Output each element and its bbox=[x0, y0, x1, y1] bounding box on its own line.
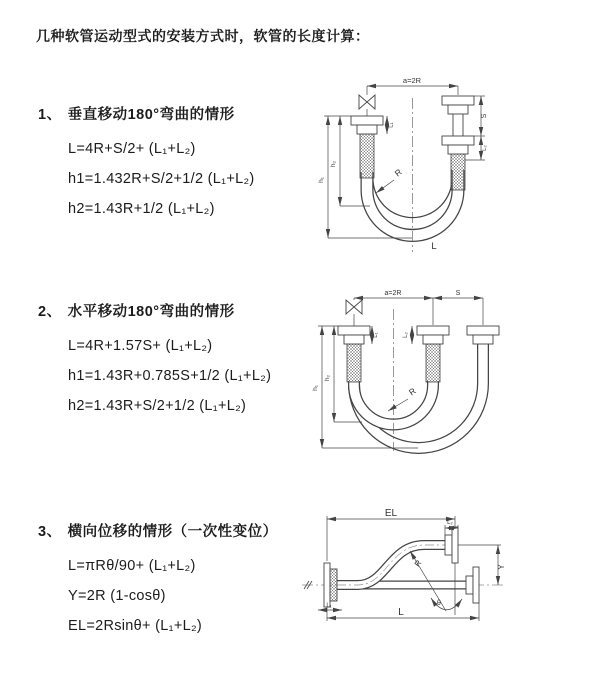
section-horizontal-movement bbox=[38, 300, 323, 421]
formula-length: L=4R+S/2+ (L₁+L₂) bbox=[68, 141, 196, 157]
dim-label-h1: h₁ bbox=[318, 177, 325, 183]
formula-y: Y=2R (1-cosθ) bbox=[68, 588, 166, 604]
dim-label-a2r: a=2R bbox=[384, 290, 402, 297]
section-heading-text: 水平移动180°弯曲的情形 bbox=[67, 304, 235, 320]
dim-label-l1: L₁ bbox=[326, 603, 332, 609]
section-number: 2、 bbox=[38, 304, 62, 320]
formula-list bbox=[68, 551, 323, 641]
section-heading-text: 横向位移的情形（一次性变位） bbox=[67, 524, 278, 540]
section-vertical-movement bbox=[38, 103, 323, 224]
dim-label-h2: h₂ bbox=[330, 160, 337, 168]
dim-label-l2: L₂ bbox=[482, 145, 488, 151]
flange-left bbox=[351, 116, 383, 134]
dim-label-l1: L₁ bbox=[373, 332, 379, 338]
angle-label: θ bbox=[437, 600, 441, 607]
formula-h2: h2=1.43R+1/2 (L₁+L₂) bbox=[68, 201, 215, 217]
diagram-horizontal-180-bend bbox=[312, 283, 590, 458]
flange-middle bbox=[417, 326, 449, 344]
dim-label-s: S bbox=[481, 113, 488, 119]
length-label: L bbox=[398, 607, 404, 618]
formula-el: EL=2Rsinθ+ (L₁+L₂) bbox=[68, 618, 203, 634]
dim-label-h1: h₁ bbox=[312, 385, 319, 391]
braid-section-middle bbox=[426, 344, 440, 382]
radius-label: R bbox=[412, 558, 424, 569]
length-label: L bbox=[431, 241, 437, 252]
braid-section-left bbox=[347, 344, 361, 382]
dim-label-l2: L₂ bbox=[403, 332, 409, 338]
formula-h2: h2=1.43R+S/2+1/2 (L₁+L₂) bbox=[68, 398, 247, 414]
braid-section-left bbox=[360, 134, 374, 178]
section-number: 1、 bbox=[38, 107, 62, 123]
flange-right-upper bbox=[442, 96, 474, 114]
page-title: 几种软管运动型式的安装方式时，软管的长度计算： bbox=[36, 28, 370, 44]
dim-label-a2r: a=2R bbox=[402, 76, 422, 85]
section-number: 3、 bbox=[38, 524, 62, 540]
flange-right-lower bbox=[442, 136, 474, 154]
dim-label-el: EL bbox=[384, 508, 398, 519]
flange-right bbox=[467, 326, 499, 344]
radius-label: R bbox=[392, 166, 404, 179]
valve-icon bbox=[359, 95, 375, 109]
hose-tube-displaced-position bbox=[337, 545, 451, 585]
pipe-right bbox=[453, 114, 463, 136]
section-heading-text: 垂直移动180°弯曲的情形 bbox=[67, 107, 235, 123]
section-lateral-displacement bbox=[38, 520, 323, 641]
section-heading bbox=[38, 520, 323, 541]
dim-label-y: Y bbox=[497, 564, 506, 570]
dim-label-l2: L₂ bbox=[447, 520, 453, 526]
section-heading bbox=[38, 300, 323, 321]
valve-icon bbox=[346, 300, 362, 314]
formula-list bbox=[68, 134, 323, 224]
braid-section-right bbox=[451, 154, 465, 190]
formula-length: L=4R+1.57S+ (L₁+L₂) bbox=[68, 338, 213, 354]
formula-h1: h1=1.432R+S/2+1/2 (L₁+L₂) bbox=[68, 171, 255, 187]
formula-list bbox=[68, 331, 323, 421]
flange-upper-right bbox=[445, 527, 458, 563]
dim-label-l1: L₁ bbox=[388, 122, 395, 128]
diagram-vertical-180-bend bbox=[312, 72, 590, 262]
flange-left bbox=[324, 563, 337, 607]
flange-left bbox=[338, 326, 370, 344]
dim-label-h2: h₂ bbox=[324, 374, 331, 382]
formula-h1: h1=1.43R+0.785S+1/2 (L₁+L₂) bbox=[68, 368, 272, 384]
flange-lower-right bbox=[466, 567, 479, 603]
hose-tube-moved-position bbox=[354, 344, 483, 448]
formula-length: L=πRθ/90+ (L₁+L₂) bbox=[68, 558, 196, 574]
radius-label: R bbox=[406, 385, 418, 398]
diagram-lateral-displacement bbox=[298, 505, 513, 637]
dim-label-s: S bbox=[455, 290, 461, 297]
section-heading bbox=[38, 103, 323, 124]
